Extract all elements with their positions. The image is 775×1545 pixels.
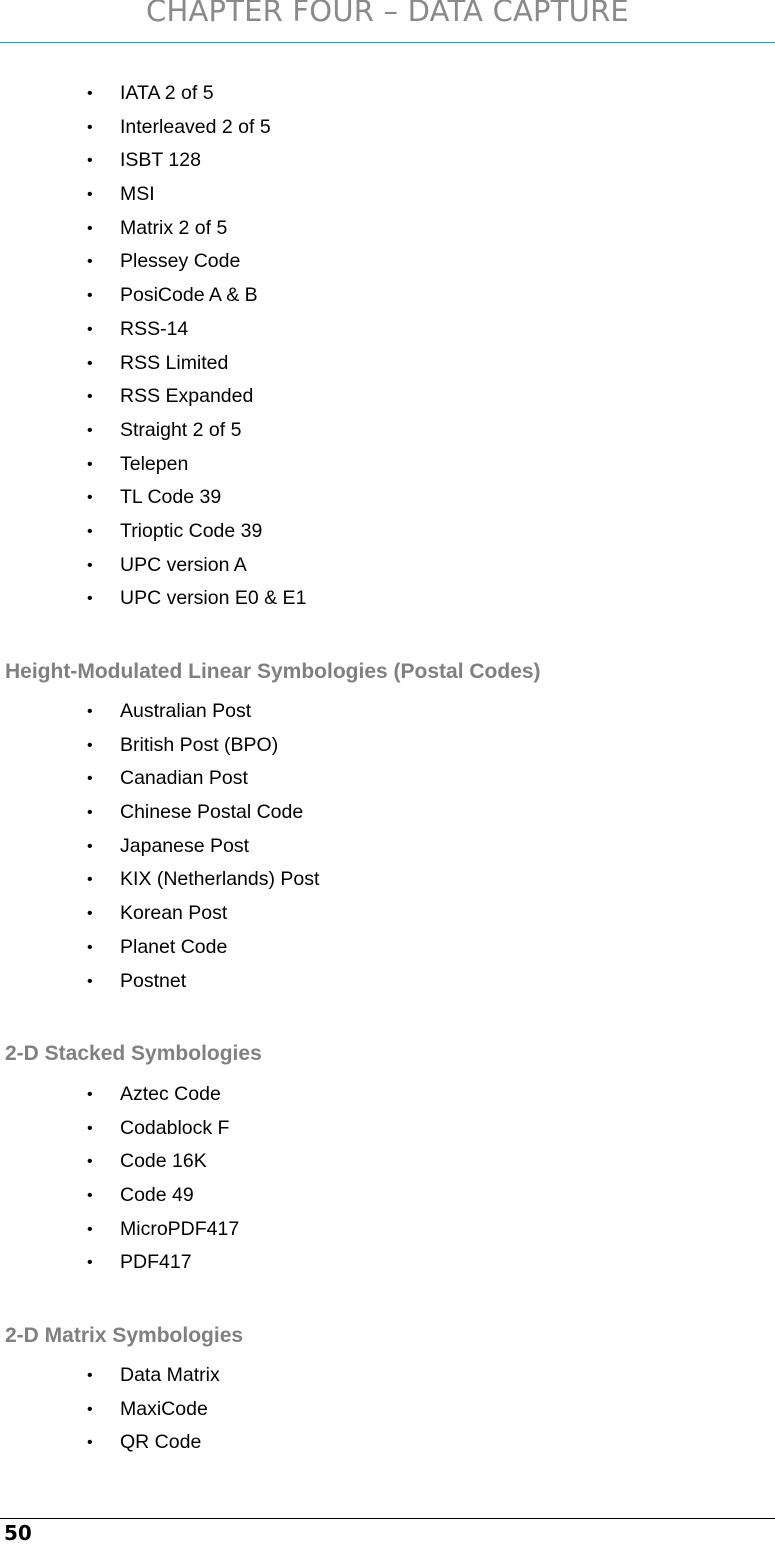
bullet-icon: • (87, 118, 93, 136)
list-item: • Chinese Postal Code (87, 801, 304, 824)
list-item: • Codablock F (87, 1116, 230, 1139)
list-item: • MaxiCode (87, 1397, 208, 1420)
bullet-icon: • (87, 388, 93, 406)
bullet-icon: • (87, 1187, 93, 1205)
page-footer (0, 1518, 775, 1544)
bullet-icon: • (87, 1086, 93, 1103)
bullet-icon: • (87, 421, 93, 439)
bullet-icon: • (87, 1434, 93, 1452)
list-item: • Interleaved 2 of 5 (87, 115, 271, 138)
bullet-icon: • (87, 85, 93, 102)
bullet-icon: • (87, 837, 93, 855)
bullet-icon: • (87, 938, 93, 956)
bullet-icon: • (87, 871, 93, 889)
list-item: • PosiCode A & B (87, 284, 258, 307)
page-header (0, 0, 775, 43)
list-item: • RSS-14 (87, 317, 189, 340)
chapter-title: CHAPTER FOUR – DATA CAPTURE (146, 0, 629, 28)
list-item: • MicroPDF417 (87, 1217, 240, 1240)
bullet-icon: • (87, 455, 93, 473)
list-item: • Canadian Post (87, 767, 248, 790)
list-item: • Trioptic Code 39 (87, 519, 263, 542)
list-item: • Matrix 2 of 5 (87, 216, 228, 239)
list-item: • Australian Post (87, 700, 252, 722)
bullet-icon: • (87, 1119, 93, 1137)
list-item: • RSS Limited (87, 351, 229, 374)
bullet-icon: • (87, 972, 93, 990)
bullet-icon: • (87, 1153, 93, 1171)
list-item: • UPC version E0 & E1 (87, 587, 307, 610)
list-item: • IATA 2 of 5 (87, 82, 214, 104)
list-item: • British Post (BPO) (87, 733, 279, 756)
bullet-icon: • (87, 1400, 93, 1418)
page-number: 50 (4, 1521, 32, 1545)
bullet-icon: • (87, 152, 93, 170)
list-item: • QR Code (87, 1431, 202, 1454)
bullet-icon: • (87, 287, 93, 305)
bullet-icon: • (87, 354, 93, 372)
list-item: • Code 49 (87, 1184, 194, 1207)
list-item: • Data Matrix (87, 1364, 220, 1386)
list-item: • ISBT 128 (87, 149, 201, 172)
symbology-list-stacked (0, 1083, 775, 1285)
list-item: • Telepen (87, 452, 189, 475)
symbology-list-postal (0, 700, 775, 1003)
bullet-icon: • (87, 522, 93, 540)
bullet-icon: • (87, 804, 93, 822)
bullet-icon: • (87, 1220, 93, 1238)
bullet-icon: • (87, 770, 93, 788)
list-item: • Aztec Code (87, 1083, 221, 1105)
list-item: • PDF417 (87, 1251, 192, 1274)
list-item: • KIX (Netherlands) Post (87, 868, 320, 891)
bullet-icon: • (87, 320, 93, 338)
bullet-icon: • (87, 556, 93, 574)
list-item: • Korean Post (87, 902, 228, 925)
list-item: • Plessey Code (87, 250, 241, 273)
list-item: • Japanese Post (87, 834, 250, 857)
bullet-icon: • (87, 1367, 93, 1384)
section-heading-postal: Height-Modulated Linear Symbologies (Postal Codes) (5, 660, 541, 683)
list-item: • TL Code 39 (87, 486, 222, 509)
bullet-icon: • (87, 590, 93, 608)
list-item: • Straight 2 of 5 (87, 418, 242, 441)
bullet-icon: • (87, 489, 93, 507)
bullet-icon: • (87, 703, 93, 720)
list-item: • Postnet (87, 969, 187, 992)
list-item: • RSS Expanded (87, 385, 254, 408)
list-item: • Code 16K (87, 1150, 207, 1173)
bullet-icon: • (87, 219, 93, 237)
list-item: • UPC version A (87, 553, 247, 576)
symbology-list-linear (0, 82, 775, 621)
bullet-icon: • (87, 1254, 93, 1272)
section-heading-matrix: 2-D Matrix Symbologies (5, 1324, 244, 1347)
bullet-icon: • (87, 736, 93, 754)
bullet-icon: • (87, 186, 93, 204)
symbology-list-matrix (0, 1364, 775, 1465)
list-item: • MSI (87, 183, 155, 206)
list-item: • Planet Code (87, 935, 228, 958)
section-heading-stacked: 2-D Stacked Symbologies (5, 1042, 262, 1065)
bullet-icon: • (87, 253, 93, 271)
bullet-icon: • (87, 905, 93, 923)
